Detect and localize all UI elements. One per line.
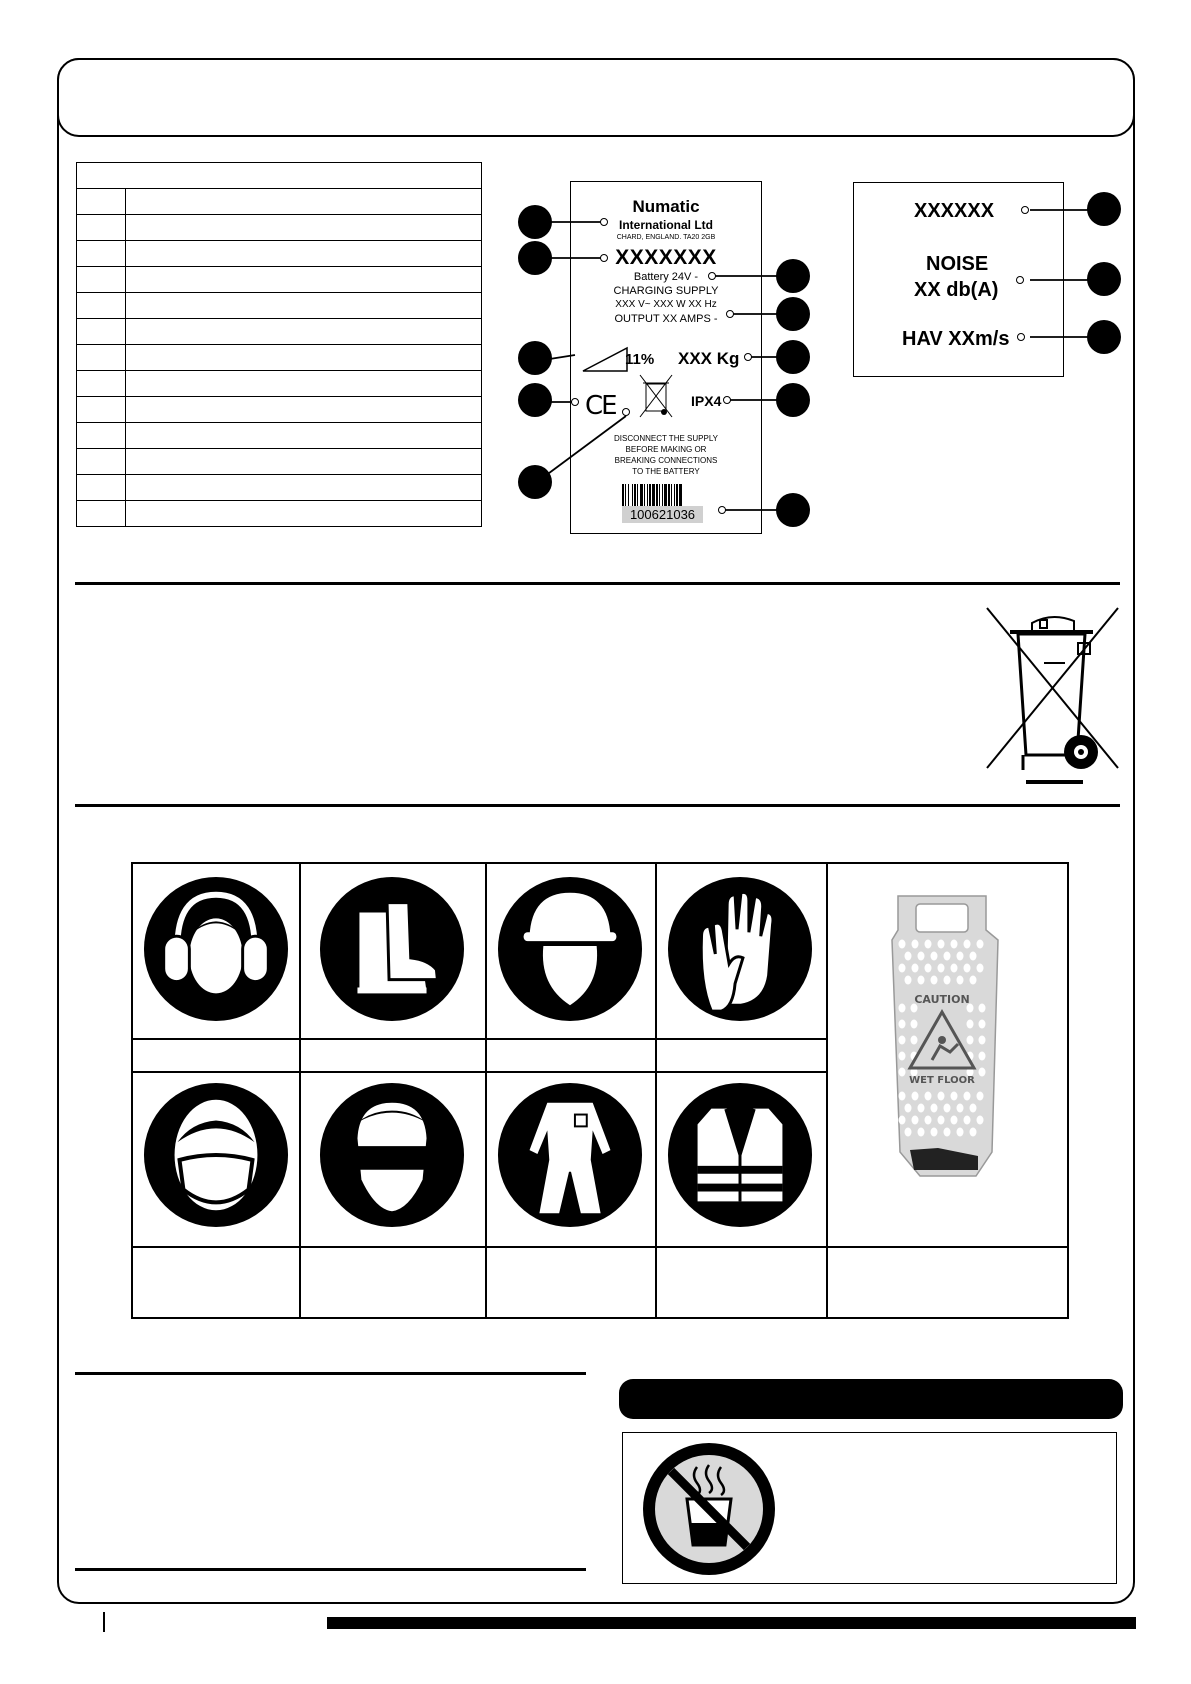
disconnect-warning-line-4: TO THE BATTERY	[632, 467, 700, 476]
sign-hole	[911, 1036, 918, 1045]
sign-hole	[977, 964, 984, 973]
serial-value: XXXXXX	[914, 200, 995, 222]
sign-hole	[944, 952, 951, 961]
sign-hole	[957, 1128, 964, 1137]
noise-value: XX db(A)	[914, 279, 999, 301]
header-bar	[57, 58, 1135, 137]
callout-marker	[1087, 262, 1121, 296]
wet-floor-text: WET FLOOR	[909, 1075, 975, 1086]
sign-hole	[977, 1116, 984, 1125]
sign-hole	[970, 976, 977, 985]
charging-supply-label: CHARGING SUPPLY	[613, 285, 719, 297]
disconnect-warning-line-1: DISCONNECT THE SUPPLY	[613, 434, 719, 443]
sign-hole	[912, 1092, 919, 1101]
sign-hole	[967, 1036, 974, 1045]
weee-bin-icon	[985, 605, 1120, 788]
rating-plate-callouts	[520, 190, 820, 530]
hi-vis-vest-icon	[666, 1081, 814, 1229]
sign-hole	[931, 976, 938, 985]
sign-hole	[944, 1128, 951, 1137]
sign-hole	[977, 940, 984, 949]
sign-hole	[899, 964, 906, 973]
brand-name: Numatic	[632, 197, 700, 216]
section-divider	[75, 804, 1120, 807]
footer-bar	[327, 1617, 1136, 1629]
sign-hole	[964, 1092, 971, 1101]
sign-hole	[925, 1116, 932, 1125]
callout-point	[600, 218, 608, 226]
callout-marker	[518, 241, 552, 275]
safety-goggles-icon	[318, 1081, 466, 1229]
table-row	[77, 319, 482, 345]
sign-hole	[905, 1128, 912, 1137]
sign-hole	[899, 1052, 906, 1061]
wet-floor-sign-icon	[880, 890, 1005, 1190]
sign-hole	[951, 1116, 958, 1125]
callout-point	[723, 396, 731, 404]
table-row	[77, 397, 482, 423]
table-row	[77, 345, 482, 371]
sign-hole	[925, 940, 932, 949]
sign-hole	[944, 1104, 951, 1113]
callout-marker	[776, 493, 810, 527]
sign-hole	[912, 940, 919, 949]
section-divider	[75, 1372, 586, 1375]
key-table	[76, 162, 482, 527]
ce-mark-icon: CE	[585, 391, 616, 421]
callout-point	[600, 254, 608, 262]
callout-marker	[518, 383, 552, 417]
sign-hole	[967, 1020, 974, 1029]
sign-hole	[899, 1036, 906, 1045]
table-row	[77, 449, 482, 475]
battery-rating: Battery 24V -	[633, 271, 699, 283]
sign-hole	[979, 1068, 986, 1077]
model-number: XXXXXXX	[615, 246, 717, 269]
barcode-number: 100621036	[622, 506, 703, 523]
protective-gloves-icon	[666, 875, 814, 1023]
grid-line	[826, 862, 828, 1319]
sign-hole	[970, 1128, 977, 1137]
sign-hole	[951, 964, 958, 973]
sign-hole	[911, 1020, 918, 1029]
table-row	[77, 475, 482, 501]
warning-banner	[619, 1379, 1123, 1419]
callout-marker	[776, 259, 810, 293]
sign-hole	[938, 964, 945, 973]
company-address: CHARD, ENGLAND. TA20 2GB	[616, 234, 716, 241]
callout-point	[708, 272, 716, 280]
sign-hole	[905, 952, 912, 961]
sign-hole	[977, 1092, 984, 1101]
sign-hole	[912, 964, 919, 973]
callout-point	[1017, 333, 1025, 341]
sign-hole	[938, 1092, 945, 1101]
sign-hole	[979, 1052, 986, 1061]
table-row	[77, 267, 482, 293]
grid-line	[485, 862, 487, 1319]
sign-hole	[957, 1104, 964, 1113]
key-table-header	[77, 163, 482, 189]
sign-hole	[951, 940, 958, 949]
table-row	[77, 241, 482, 267]
sign-hole	[951, 1092, 958, 1101]
sign-hole	[925, 964, 932, 973]
callout-marker	[776, 297, 810, 331]
overalls-icon	[496, 1081, 644, 1229]
callout-marker	[518, 465, 552, 499]
sign-hole	[944, 976, 951, 985]
callout-marker	[1087, 320, 1121, 354]
output-rating: OUTPUT XX AMPS -	[614, 313, 718, 325]
table-row	[77, 501, 482, 527]
grid-line	[131, 1246, 1069, 1248]
grid-line	[299, 862, 301, 1319]
sign-hole	[899, 940, 906, 949]
callout-marker	[776, 340, 810, 374]
sign-hole	[912, 1116, 919, 1125]
sign-hole	[979, 1004, 986, 1013]
callout-marker	[1087, 192, 1121, 226]
table-row	[77, 189, 482, 215]
sign-hole	[957, 976, 964, 985]
sign-hole	[905, 1104, 912, 1113]
footer-page-marker	[103, 1612, 105, 1632]
callout-point	[1016, 276, 1024, 284]
sign-hole	[964, 1116, 971, 1125]
callout-point	[571, 398, 579, 406]
sign-hole	[918, 976, 925, 985]
company-name: International Ltd	[619, 218, 713, 232]
callout-point	[726, 310, 734, 318]
gradient-value: 11%	[625, 351, 655, 368]
sign-hole	[964, 964, 971, 973]
weight-value: XXX Kg	[678, 349, 740, 368]
table-row	[77, 423, 482, 449]
sign-hole	[931, 1128, 938, 1137]
grid-line	[131, 1038, 828, 1040]
caution-text: CAUTION	[914, 993, 970, 1006]
sign-hole	[938, 940, 945, 949]
section-divider	[75, 1568, 586, 1571]
callout-point	[622, 408, 630, 416]
charging-spec: XXX V~ XXX W XX Hz	[615, 299, 717, 310]
callout-marker	[518, 341, 552, 375]
sign-hole	[918, 1104, 925, 1113]
sign-hole	[918, 952, 925, 961]
sign-hole	[970, 952, 977, 961]
noise-label: NOISE	[926, 253, 989, 275]
warning-box	[622, 1432, 1117, 1584]
sign-hole	[979, 1020, 986, 1029]
hav-value: HAV XXm/s	[902, 328, 1010, 350]
callout-point	[744, 353, 752, 361]
sign-hole	[925, 1092, 932, 1101]
safety-boots-icon	[318, 875, 466, 1023]
dust-mask-icon	[142, 1081, 290, 1229]
ip-rating: IPX4	[691, 393, 722, 409]
sign-hole	[938, 1116, 945, 1125]
table-row	[77, 215, 482, 241]
grid-line	[131, 1071, 828, 1073]
no-drinks-icon	[641, 1441, 777, 1577]
hard-hat-icon	[496, 875, 644, 1023]
callout-marker	[776, 383, 810, 417]
table-row	[77, 371, 482, 397]
sign-hole	[899, 1068, 906, 1077]
sign-hole	[905, 976, 912, 985]
sign-hole	[899, 1116, 906, 1125]
grid-line	[655, 862, 657, 1319]
disconnect-warning-line-2: BEFORE MAKING OR	[625, 445, 707, 454]
callout-point	[718, 506, 726, 514]
callout-marker	[518, 205, 552, 239]
sign-hole	[899, 1020, 906, 1029]
sign-hole	[979, 1036, 986, 1045]
sign-hole	[970, 1104, 977, 1113]
sign-hole	[931, 1104, 938, 1113]
ear-defenders-icon	[142, 875, 290, 1023]
sign-hole	[931, 952, 938, 961]
sign-hole	[899, 1092, 906, 1101]
table-row	[77, 293, 482, 319]
sign-hole	[964, 940, 971, 949]
callout-point	[1021, 206, 1029, 214]
disconnect-warning-line-3: BREAKING CONNECTIONS	[614, 456, 718, 465]
sign-hole	[918, 1128, 925, 1137]
sign-hole	[957, 952, 964, 961]
section-divider	[75, 582, 1120, 585]
sign-hole	[899, 1004, 906, 1013]
